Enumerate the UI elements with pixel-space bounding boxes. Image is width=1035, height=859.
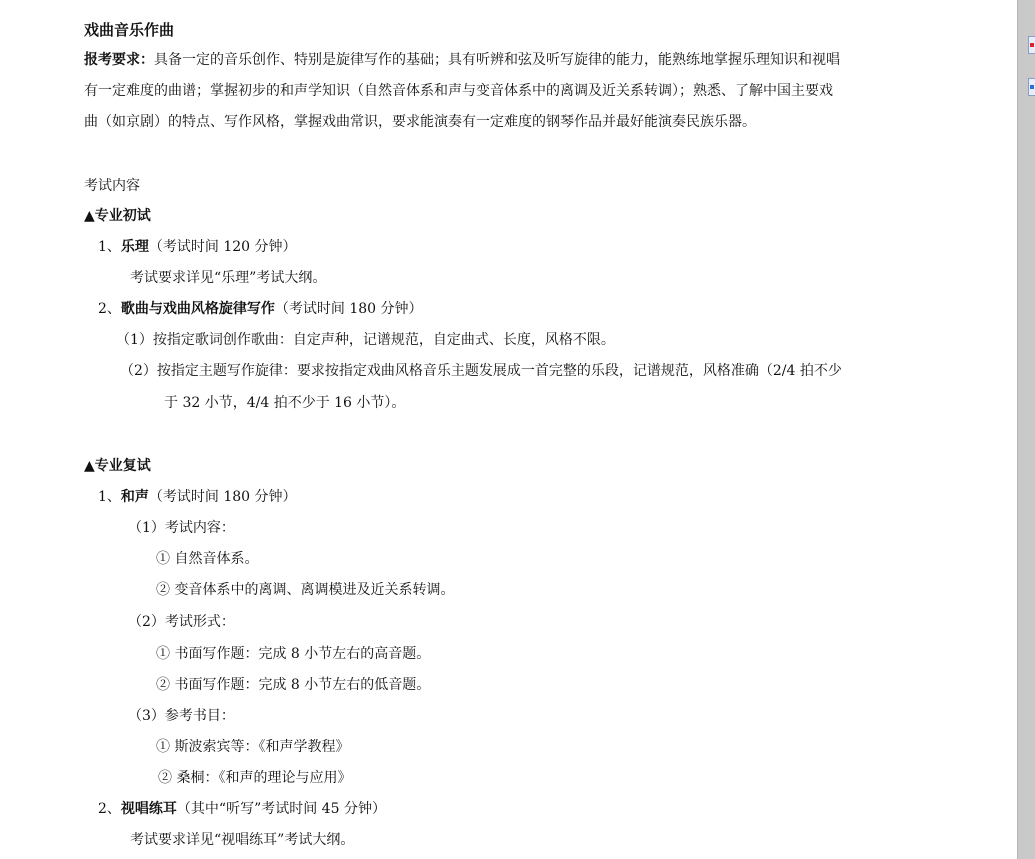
prelim-item-1 — [98, 237, 1017, 257]
toolbar-marker-icon[interactable] — [1028, 36, 1035, 54]
retest-sub-1-a: ① 自然音体系。 — [156, 551, 259, 567]
requirements-text-1: 具备一定的音乐创作、特别是旋律写作的基础；具有听辨和弦及听写旋律的能力，能熟练地掌握乐理知识和视唱 — [154, 52, 840, 68]
toolbar-marker-icon[interactable] — [1028, 78, 1035, 96]
retest-sub-2-a: ① 书面写作题：完成 8 小节左右的高音题。 — [156, 646, 431, 662]
prelim-item-2-sub-1: （1）按指定歌词创作歌曲：自定声种，记谱规范，自定曲式、长度，风格不限。 — [116, 332, 615, 348]
prelim-item-1-detail: 考试要求详见“乐理”考试大纲。 — [130, 270, 327, 286]
prelim-item-2 — [98, 299, 1017, 319]
retest-sub-3: （3）参考书目： — [128, 708, 235, 724]
item-title: 乐理 — [120, 239, 149, 255]
item-number: 2、 — [98, 801, 121, 817]
requirements-label: 报考要求： — [84, 52, 154, 68]
item-time: （考试时间 180 分钟） — [274, 301, 423, 317]
retest-sub-2: （2）考试形式： — [128, 614, 235, 630]
retest-item-2-detail: 考试要求详见“视唱练耳”考试大纲。 — [130, 832, 355, 848]
retest-item-2 — [98, 799, 1017, 819]
prelim-item-2-sub-2-cont: 于 32 小节，4/4 拍不少于 16 小节）。 — [164, 395, 406, 411]
vertical-scrollbar[interactable] — [1017, 0, 1035, 859]
item-title: 歌曲与戏曲风格旋律写作 — [120, 301, 275, 317]
item-title: 视唱练耳 — [120, 801, 177, 817]
item-title: 和声 — [120, 489, 149, 505]
retest-item-1 — [98, 487, 1017, 507]
retest-heading: ▲专业复试 — [84, 458, 151, 474]
item-time: （其中“听写”考试时间 45 分钟） — [176, 801, 386, 817]
retest-sub-2-b: ② 书面写作题：完成 8 小节左右的低音题。 — [156, 677, 431, 693]
prelim-heading: ▲专业初试 — [84, 208, 151, 224]
section-title: 戏曲音乐作曲 — [84, 21, 175, 39]
requirements-line-1 — [84, 50, 1017, 70]
retest-sub-1-b: ② 变音体系中的离调、离调模进及近关系转调。 — [156, 582, 455, 598]
item-number: 2、 — [98, 301, 121, 317]
retest-sub-3-a: ① 斯波索宾等：《和声学教程》 — [156, 739, 350, 755]
item-number: 1、 — [98, 489, 121, 505]
exam-content-heading: 考试内容 — [84, 178, 140, 194]
requirements-line-2: 有一定难度的曲谱；掌握初步的和声学知识（自然音体系和声与变音体系中的离调及近关系转调）；熟悉、了解中国主要戏 — [84, 83, 833, 99]
retest-sub-3-b: ② 桑桐：《和声的理论与应用》 — [158, 770, 352, 786]
prelim-item-2-sub-2: （2）按指定主题写作旋律：要求按指定戏曲风格音乐主题发展成一首完整的乐段，记谱规范，风格准确（2/4 拍不少 — [120, 363, 842, 379]
retest-sub-1: （1）考试内容： — [128, 520, 235, 536]
requirements-line-3: 曲（如京剧）的特点、写作风格，掌握戏曲常识，要求能演奏有一定难度的钢琴作品并最好能演奏民族乐器。 — [84, 114, 756, 130]
item-time: （考试时间 120 分钟） — [148, 239, 297, 255]
item-number: 1、 — [98, 239, 121, 255]
item-time: （考试时间 180 分钟） — [148, 489, 297, 505]
